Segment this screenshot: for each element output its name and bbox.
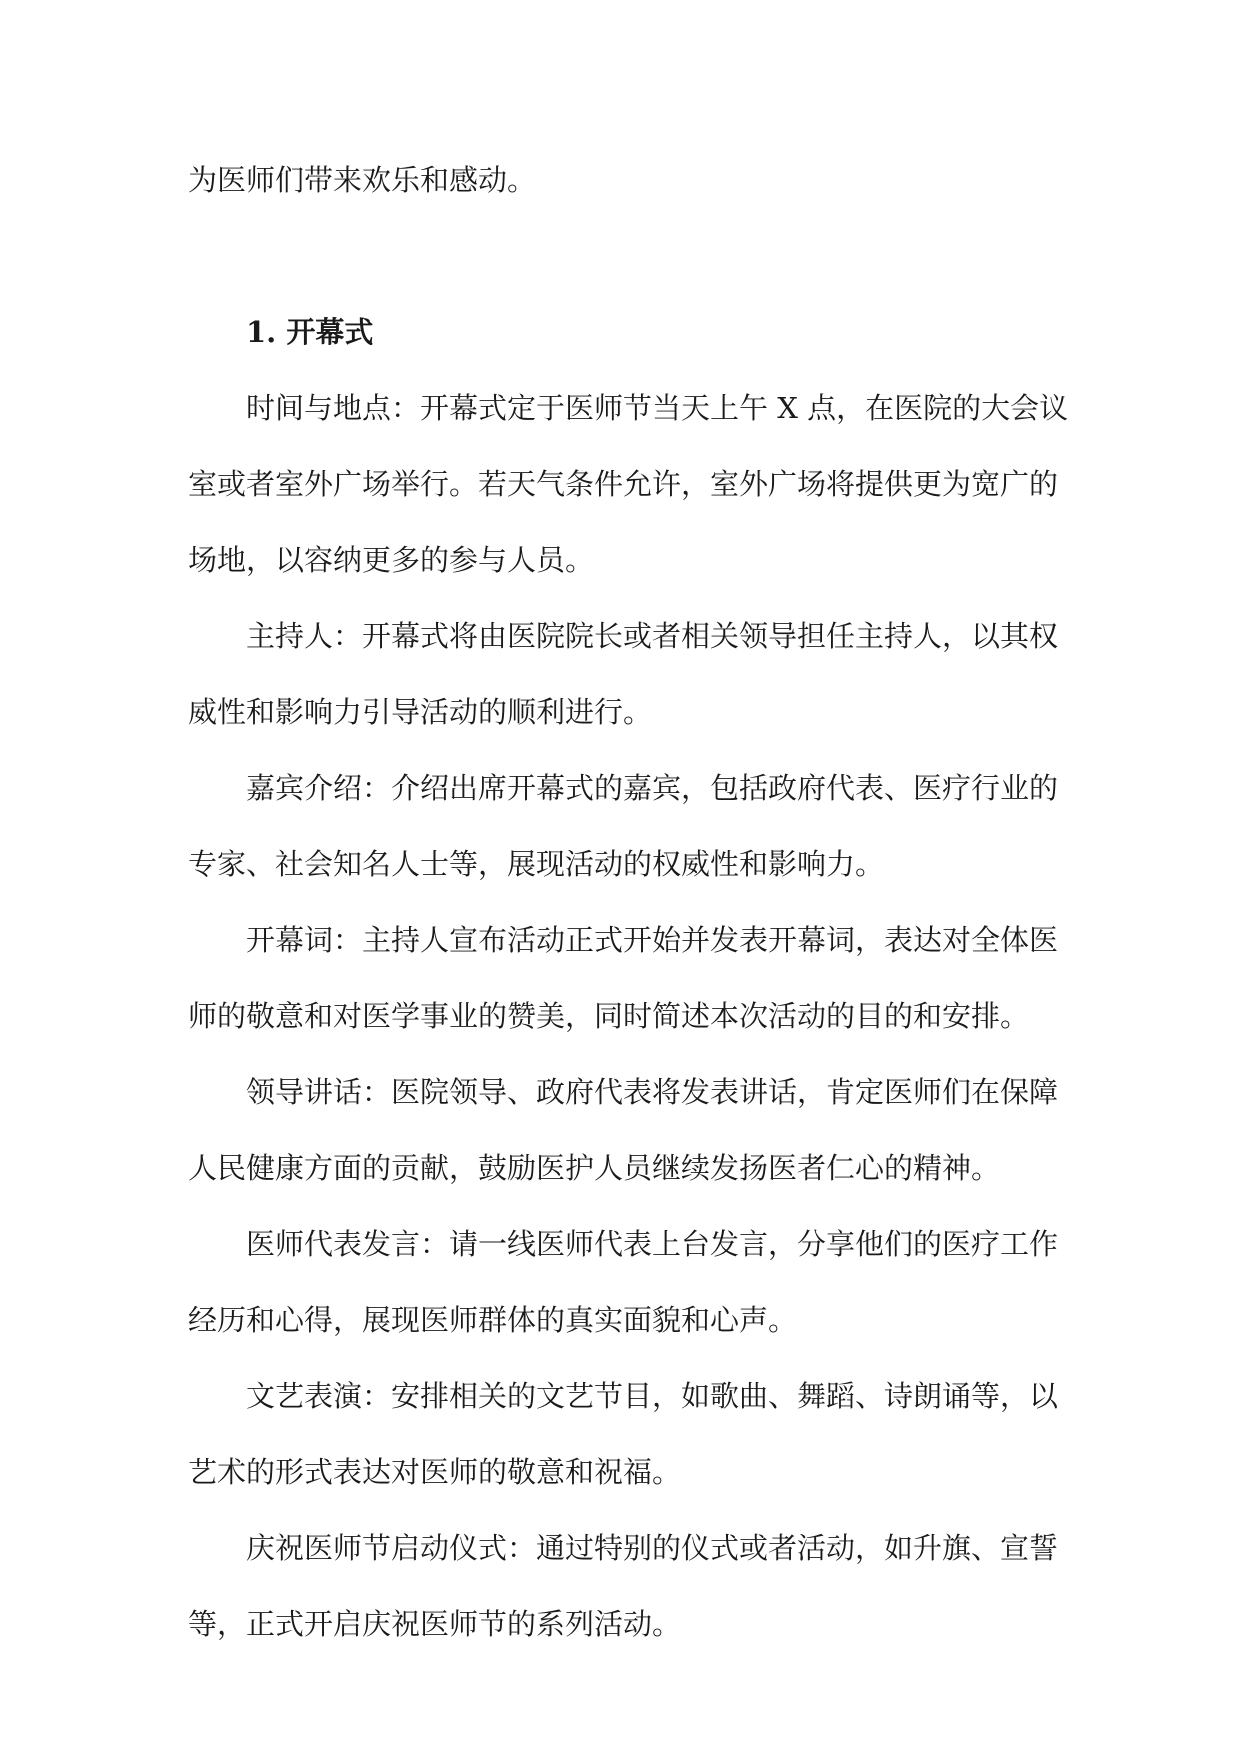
paragraph-guests: [188, 750, 1058, 902]
paragraph-line: 人民健康方面的贡献，鼓励医护人员继续发扬医者仁心的精神。: [188, 1151, 1001, 1185]
paragraph-line: 时间与地点：开幕式定于医师节当天上午 X 点，在医院的大会议: [246, 391, 1069, 425]
paragraph-line: 专家、社会知名人士等，展现活动的权威性和影响力。: [188, 847, 885, 881]
paragraph-time-location: [188, 370, 1069, 598]
paragraph-line: 嘉宾介绍：介绍出席开幕式的嘉宾，包括政府代表、医疗行业的: [246, 771, 1059, 805]
paragraph-doctor-representative: [188, 1206, 1058, 1358]
paragraph-line: 领导讲话：医院领导、政府代表将发表讲话，肯定医师们在保障: [246, 1075, 1059, 1109]
paragraph-line: 师的敬意和对医学事业的赞美，同时简述本次活动的目的和安排。: [188, 999, 1030, 1033]
section-spacer: [188, 218, 1058, 294]
paragraph-line: 室或者室外广场举行。若天气条件允许，室外广场将提供更为宽广的: [188, 467, 1059, 501]
paragraph-launch-ceremony: [188, 1510, 1058, 1662]
paragraph-line: 庆祝医师节启动仪式：通过特别的仪式或者活动，如升旗、宣誓: [246, 1531, 1059, 1565]
document-body: [188, 142, 1069, 1662]
paragraph-line: 艺术的形式表达对医师的敬意和祝福。: [188, 1455, 682, 1489]
paragraph-host: [188, 598, 1058, 750]
paragraph-line: 等，正式开启庆祝医师节的系列活动。: [188, 1607, 682, 1641]
paragraph-performance: [188, 1358, 1058, 1510]
paragraph-line: 医师代表发言：请一线医师代表上台发言，分享他们的医疗工作: [246, 1227, 1059, 1261]
paragraph-line: 文艺表演：安排相关的文艺节目，如歌曲、舞蹈、诗朗诵等，以: [246, 1379, 1059, 1413]
paragraph-opening-speech: [188, 902, 1058, 1054]
section-heading: 1. 开幕式: [246, 315, 374, 349]
paragraph-leader-speech: [188, 1054, 1058, 1206]
paragraph-line: 主持人：开幕式将由医院院长或者相关领导担任主持人，以其权: [246, 619, 1059, 653]
intro-tail-text: 为医师们带来欢乐和感动。: [188, 163, 537, 197]
paragraph-line: 威性和影响力引导活动的顺利进行。: [188, 695, 653, 729]
paragraph-line: 经历和心得，展现医师群体的真实面貌和心声。: [188, 1303, 798, 1337]
paragraph-line: 开幕词：主持人宣布活动正式开始并发表开幕词，表达对全体医: [246, 923, 1059, 957]
paragraph-line: 场地，以容纳更多的参与人员。: [188, 543, 595, 577]
